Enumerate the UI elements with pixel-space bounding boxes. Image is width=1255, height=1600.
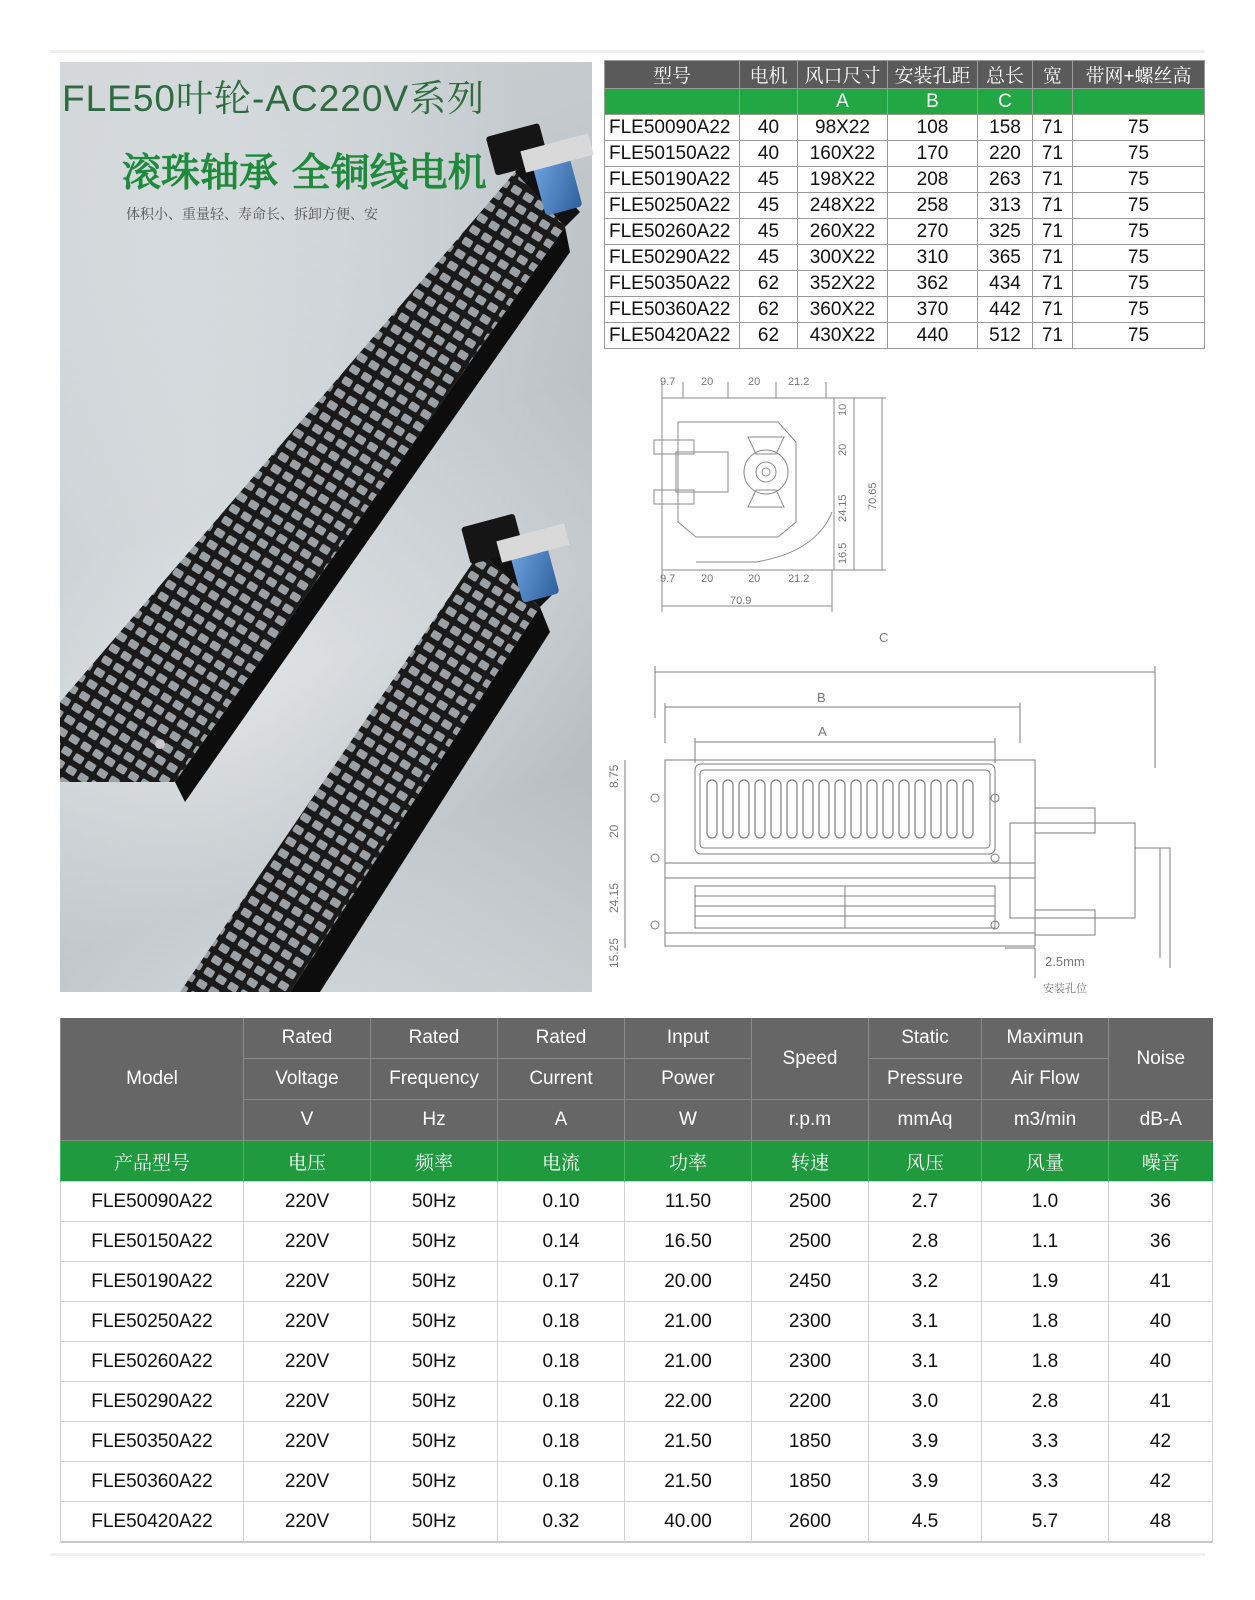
header-cell: Static — [869, 1018, 982, 1059]
model-cell: FLE50260A22 — [61, 1342, 244, 1382]
cn-header-cell: 电压 — [244, 1141, 371, 1182]
unit-cell: mmAq — [869, 1100, 982, 1141]
value-cell: 11.50 — [625, 1182, 752, 1222]
value-cell: 108 — [888, 115, 978, 141]
model-cell: FLE50090A22 — [605, 115, 740, 141]
table-row — [605, 323, 1205, 349]
hole-size-label: 2.5mm — [1045, 954, 1085, 969]
header-cell: Pressure — [869, 1059, 982, 1100]
value-cell: 220V — [244, 1182, 371, 1222]
specification-table-body — [61, 1182, 1213, 1543]
value-cell: 45 — [740, 193, 798, 219]
value-cell: 0.18 — [498, 1422, 625, 1462]
value-cell: 442 — [978, 297, 1033, 323]
model-cell: FLE50190A22 — [605, 167, 740, 193]
value-cell: 40 — [1109, 1342, 1213, 1382]
model-cell: FLE50350A22 — [605, 271, 740, 297]
unit-cell: W — [625, 1100, 752, 1141]
value-cell: 21.00 — [625, 1302, 752, 1342]
value-cell: 2300 — [752, 1302, 869, 1342]
value-cell: 220V — [244, 1462, 371, 1502]
table-row — [61, 1502, 1213, 1543]
value-cell: 75 — [1073, 245, 1205, 271]
value-cell: 260X22 — [798, 219, 888, 245]
table-row — [61, 1302, 1213, 1342]
value-cell: 3.0 — [869, 1382, 982, 1422]
value-cell: 220V — [244, 1502, 371, 1543]
value-cell: 208 — [888, 167, 978, 193]
table-row — [605, 297, 1205, 323]
unit-cell: m3/min — [982, 1100, 1109, 1141]
value-cell: 21.50 — [625, 1462, 752, 1502]
header-cell: Rated — [244, 1018, 371, 1059]
value-cell: 71 — [1033, 219, 1073, 245]
bottom-dim-2: 20 — [748, 573, 761, 585]
left-dim-1: 20 — [607, 824, 621, 838]
value-cell: 75 — [1073, 141, 1205, 167]
feature-description: 体积小、重量轻、寿命长、拆卸方便、安 — [126, 207, 378, 223]
table-row — [61, 1182, 1213, 1222]
product-hero-image — [60, 62, 592, 992]
value-cell: 0.18 — [498, 1342, 625, 1382]
value-cell: 220V — [244, 1302, 371, 1342]
unit-cell: r.p.m — [752, 1100, 869, 1141]
header-noise: Noise — [1109, 1018, 1213, 1100]
bottom-dim-1: 20 — [701, 573, 714, 585]
hole-position-label: 安装孔位 — [1043, 983, 1087, 995]
header-cell: Rated — [371, 1018, 498, 1059]
top-dim-3: 21.2 — [788, 376, 810, 388]
value-cell: 75 — [1073, 323, 1205, 349]
value-cell: 370 — [888, 297, 978, 323]
value-cell: 4.5 — [869, 1502, 982, 1543]
value-cell: 0.17 — [498, 1262, 625, 1302]
value-cell: 1.8 — [982, 1302, 1109, 1342]
spec-chinese-header-row — [61, 1141, 1213, 1182]
value-cell: 2500 — [752, 1222, 869, 1262]
value-cell: 21.00 — [625, 1342, 752, 1382]
value-cell: 362 — [888, 271, 978, 297]
value-cell: 2.7 — [869, 1182, 982, 1222]
series-title: FLE50叶轮-AC220V系列 — [62, 78, 486, 119]
cn-header-cell: 频率 — [371, 1141, 498, 1182]
value-cell: 198X22 — [798, 167, 888, 193]
table-row — [605, 271, 1205, 297]
value-cell: 3.2 — [869, 1262, 982, 1302]
unit-cell: Hz — [371, 1100, 498, 1141]
value-cell: 40 — [740, 141, 798, 167]
header-cell: 安装孔距 — [888, 61, 978, 89]
feature-headline: 滚珠轴承 全铜线电机 — [122, 151, 487, 196]
value-cell: 50Hz — [371, 1342, 498, 1382]
value-cell: 248X22 — [798, 193, 888, 219]
value-cell: 220V — [244, 1382, 371, 1422]
value-cell: 1850 — [752, 1462, 869, 1502]
value-cell: 16.50 — [625, 1222, 752, 1262]
value-cell: 220V — [244, 1342, 371, 1382]
model-cell: FLE50260A22 — [605, 219, 740, 245]
header-cell: Rated — [498, 1018, 625, 1059]
left-dim-2: 24.15 — [607, 882, 621, 913]
cn-header-cell: 功率 — [625, 1141, 752, 1182]
subheader-cell: C — [978, 89, 1033, 115]
value-cell: 434 — [978, 271, 1033, 297]
value-cell: 50Hz — [371, 1222, 498, 1262]
value-cell: 160X22 — [798, 141, 888, 167]
table-row — [61, 1382, 1213, 1422]
value-cell: 45 — [740, 245, 798, 271]
table-row — [61, 1262, 1213, 1302]
total-height-dim: 70.65 — [867, 482, 879, 510]
value-cell: 440 — [888, 323, 978, 349]
value-cell: 50Hz — [371, 1302, 498, 1342]
model-cell: FLE50420A22 — [61, 1502, 244, 1543]
model-cell: FLE50190A22 — [61, 1262, 244, 1302]
value-cell: 1.9 — [982, 1262, 1109, 1302]
model-cell: FLE50290A22 — [61, 1382, 244, 1422]
value-cell: 325 — [978, 219, 1033, 245]
value-cell: 71 — [1033, 271, 1073, 297]
header-model: Model — [61, 1018, 244, 1141]
table-row — [605, 193, 1205, 219]
side-view-drawing — [636, 372, 906, 632]
table-row — [605, 141, 1205, 167]
value-cell: 62 — [740, 271, 798, 297]
header-cell: 带网+螺丝高 — [1073, 61, 1205, 89]
dimension-table-body — [605, 115, 1205, 349]
header-cell: Frequency — [371, 1059, 498, 1100]
value-cell: 45 — [740, 219, 798, 245]
cross-flow-fan-illustration — [60, 62, 592, 992]
specification-table — [60, 1018, 1213, 1543]
left-dim-3: 15.25 — [607, 937, 621, 968]
value-cell: 0.18 — [498, 1462, 625, 1502]
spec-header-row-1 — [61, 1018, 1213, 1059]
value-cell: 3.1 — [869, 1342, 982, 1382]
header-cell: Voltage — [244, 1059, 371, 1100]
table-row — [61, 1462, 1213, 1502]
model-cell: FLE50150A22 — [605, 141, 740, 167]
right-dim-1: 20 — [837, 443, 849, 456]
table-row — [605, 219, 1205, 245]
value-cell: 2300 — [752, 1342, 869, 1382]
value-cell: 270 — [888, 219, 978, 245]
value-cell: 36 — [1109, 1182, 1213, 1222]
value-cell: 263 — [978, 167, 1033, 193]
value-cell: 3.3 — [982, 1422, 1109, 1462]
value-cell: 1.0 — [982, 1182, 1109, 1222]
left-dim-0: 8.75 — [607, 764, 621, 788]
value-cell: 300X22 — [798, 245, 888, 271]
table-row — [61, 1222, 1213, 1262]
value-cell: 62 — [740, 297, 798, 323]
value-cell: 36 — [1109, 1222, 1213, 1262]
fan-body-outline — [665, 760, 1035, 946]
value-cell: 71 — [1033, 167, 1073, 193]
cn-header-cell: 噪音 — [1109, 1141, 1213, 1182]
value-cell: 21.50 — [625, 1422, 752, 1462]
value-cell: 0.32 — [498, 1502, 625, 1543]
value-cell: 1.8 — [982, 1342, 1109, 1382]
model-cell: FLE50350A22 — [61, 1422, 244, 1462]
header-cell: 宽 — [1033, 61, 1073, 89]
value-cell: 430X22 — [798, 323, 888, 349]
value-cell: 220 — [978, 141, 1033, 167]
value-cell: 1850 — [752, 1422, 869, 1462]
cn-header-cell: 电流 — [498, 1141, 625, 1182]
header-cell: Air Flow — [982, 1059, 1109, 1100]
model-cell: FLE50250A22 — [605, 193, 740, 219]
value-cell: 2450 — [752, 1262, 869, 1302]
value-cell: 50Hz — [371, 1182, 498, 1222]
value-cell: 2500 — [752, 1182, 869, 1222]
value-cell: 71 — [1033, 115, 1073, 141]
value-cell: 0.18 — [498, 1302, 625, 1342]
header-cell: Power — [625, 1059, 752, 1100]
value-cell: 3.3 — [982, 1462, 1109, 1502]
value-cell: 75 — [1073, 219, 1205, 245]
subheader-cell — [740, 89, 798, 115]
cn-header-cell: 转速 — [752, 1141, 869, 1182]
value-cell: 71 — [1033, 193, 1073, 219]
value-cell: 50Hz — [371, 1502, 498, 1543]
value-cell: 50Hz — [371, 1422, 498, 1462]
right-dim-0: 10 — [837, 403, 849, 416]
value-cell: 71 — [1033, 245, 1073, 271]
front-c-label: C — [879, 630, 889, 645]
value-cell: 40 — [740, 115, 798, 141]
value-cell: 310 — [888, 245, 978, 271]
value-cell: 75 — [1073, 193, 1205, 219]
model-cell: FLE50290A22 — [605, 245, 740, 271]
subheader-cell — [605, 89, 740, 115]
value-cell: 42 — [1109, 1422, 1213, 1462]
value-cell: 71 — [1033, 323, 1073, 349]
right-dim-3: 16.5 — [837, 542, 849, 564]
total-width-dim: 70.9 — [730, 595, 752, 607]
model-cell: FLE50250A22 — [61, 1302, 244, 1342]
value-cell: 50Hz — [371, 1382, 498, 1422]
value-cell: 360X22 — [798, 297, 888, 323]
header-cell: 总长 — [978, 61, 1033, 89]
value-cell: 2.8 — [869, 1222, 982, 1262]
value-cell: 365 — [978, 245, 1033, 271]
table-row — [605, 167, 1205, 193]
value-cell: 3.9 — [869, 1462, 982, 1502]
value-cell: 22.00 — [625, 1382, 752, 1422]
bottom-dim-0: 9.7 — [660, 573, 676, 585]
value-cell: 75 — [1073, 297, 1205, 323]
grille-slots — [707, 780, 973, 838]
model-cell: FLE50360A22 — [605, 297, 740, 323]
value-cell: 2600 — [752, 1502, 869, 1543]
dimension-table — [604, 60, 1205, 349]
value-cell: 0.10 — [498, 1182, 625, 1222]
value-cell: 258 — [888, 193, 978, 219]
cn-header-cell: 产品型号 — [61, 1141, 244, 1182]
subheader-cell: A — [798, 89, 888, 115]
value-cell: 98X22 — [798, 115, 888, 141]
dim-label-b: B — [817, 690, 826, 705]
table-row — [605, 115, 1205, 141]
value-cell: 40.00 — [625, 1502, 752, 1543]
model-cell: FLE50360A22 — [61, 1462, 244, 1502]
header-cell: Input — [625, 1018, 752, 1059]
subheader-cell — [1033, 89, 1073, 115]
value-cell: 48 — [1109, 1502, 1213, 1543]
model-cell: FLE50150A22 — [61, 1222, 244, 1262]
value-cell: 5.7 — [982, 1502, 1109, 1543]
unit-cell: V — [244, 1100, 371, 1141]
value-cell: 0.18 — [498, 1382, 625, 1422]
value-cell: 40 — [1109, 1302, 1213, 1342]
right-dim-2: 24.15 — [837, 494, 849, 522]
header-speed: Speed — [752, 1018, 869, 1100]
value-cell: 41 — [1109, 1382, 1213, 1422]
header-cell: Maximun — [982, 1018, 1109, 1059]
value-cell: 75 — [1073, 271, 1205, 297]
value-cell: 71 — [1033, 297, 1073, 323]
value-cell: 41 — [1109, 1262, 1213, 1302]
dimension-subheader-row — [605, 89, 1205, 115]
subheader-cell — [1073, 89, 1205, 115]
bottom-dim-3: 21.2 — [788, 573, 810, 585]
front-view-drawing — [607, 648, 1200, 998]
top-dim-1: 20 — [701, 376, 714, 388]
value-cell: 75 — [1073, 115, 1205, 141]
value-cell: 2200 — [752, 1382, 869, 1422]
cn-header-cell: 风量 — [982, 1141, 1109, 1182]
unit-cell: A — [498, 1100, 625, 1141]
dimension-header-row — [605, 61, 1205, 89]
value-cell: 45 — [740, 167, 798, 193]
value-cell: 1.1 — [982, 1222, 1109, 1262]
value-cell: 50Hz — [371, 1462, 498, 1502]
dim-label-a: A — [818, 724, 827, 739]
value-cell: 62 — [740, 323, 798, 349]
value-cell: 50Hz — [371, 1262, 498, 1302]
value-cell: 158 — [978, 115, 1033, 141]
value-cell: 512 — [978, 323, 1033, 349]
top-dim-0: 9.7 — [660, 376, 676, 388]
table-row — [605, 245, 1205, 271]
subheader-cell: B — [888, 89, 978, 115]
value-cell: 75 — [1073, 167, 1205, 193]
value-cell: 220V — [244, 1422, 371, 1462]
table-row — [61, 1422, 1213, 1462]
top-dim-2: 20 — [748, 376, 761, 388]
value-cell: 352X22 — [798, 271, 888, 297]
header-cell: Current — [498, 1059, 625, 1100]
header-cell: 风口尺寸 — [798, 61, 888, 89]
value-cell: 220V — [244, 1262, 371, 1302]
value-cell: 170 — [888, 141, 978, 167]
value-cell: 220V — [244, 1222, 371, 1262]
value-cell: 71 — [1033, 141, 1073, 167]
value-cell: 20.00 — [625, 1262, 752, 1302]
value-cell: 3.1 — [869, 1302, 982, 1342]
value-cell: 2.8 — [982, 1382, 1109, 1422]
cn-header-cell: 风压 — [869, 1141, 982, 1182]
model-cell: FLE50420A22 — [605, 323, 740, 349]
value-cell: 42 — [1109, 1462, 1213, 1502]
table-row — [61, 1342, 1213, 1382]
header-cell: 型号 — [605, 61, 740, 89]
unit-cell: dB-A — [1109, 1100, 1213, 1141]
value-cell: 3.9 — [869, 1422, 982, 1462]
model-cell: FLE50090A22 — [61, 1182, 244, 1222]
header-cell: 电机 — [740, 61, 798, 89]
value-cell: 0.14 — [498, 1222, 625, 1262]
value-cell: 313 — [978, 193, 1033, 219]
